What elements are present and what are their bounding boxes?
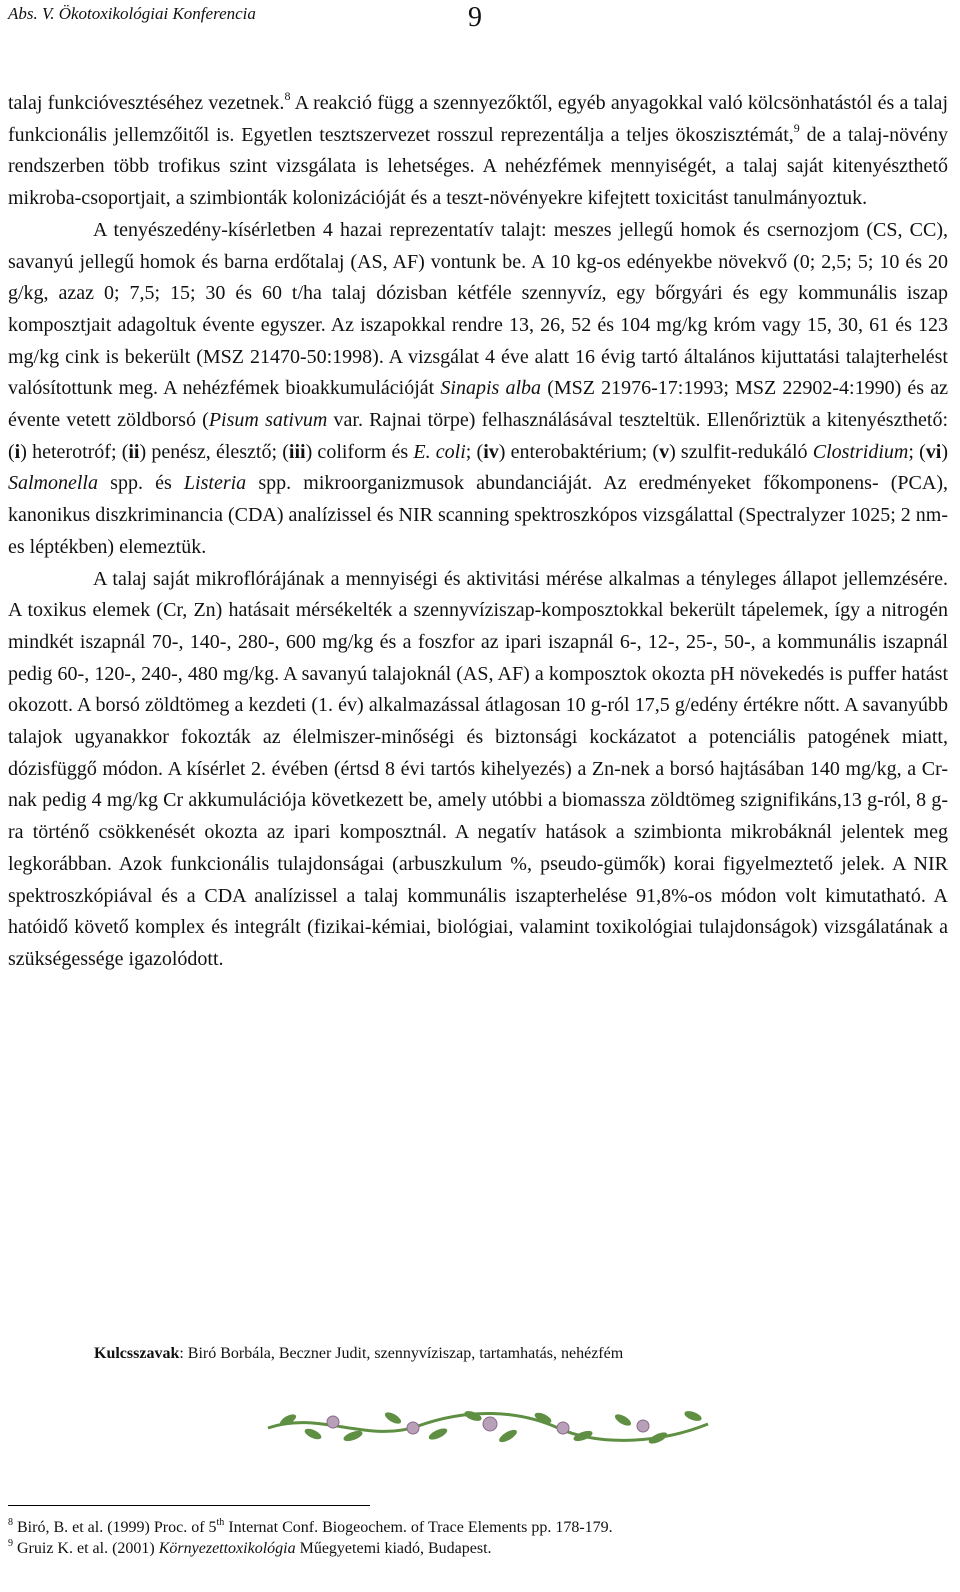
p2-text: A tenyészedény-kísérletben 4 hazai reprezentatív talajt: meszes jellegű homok és csernozjom (CS, CC), savanyú jellegű homok és barna erdőtalaj (AS, AF) vontunk be. A 10 kg-os edényekbe növekvő (0; 2,5; 5; 10 és 20 g/kg, azaz 0; 7,5; 15; 30 és 60 t/ha talaj dózisban kétféle szennyvíz, egy bőrgyári és egy kommunális iszap komposztjait adagoltuk évente egyszer. Az iszapokkal rendre 13, 26, 52 és 104 mg/kg króm vagy 15, 30, 61 és 123 mg/kg cink is bekerült (MSZ 21470-50:1998). A vizsgálat 4 éve alatt 16 évig tartó általános kijuttatási talajterhelést valósítottunk meg. A nehézfémek bioakkumulációját xyxy=(8,218,948,400)
page-number: 9 xyxy=(468,2,482,33)
p2-text: ) enterobaktérium; ( xyxy=(498,440,660,463)
species-ecoli: E. coli xyxy=(413,440,466,463)
species-pisum: Pisum sativum xyxy=(208,409,328,432)
p2-text: ) xyxy=(941,440,948,463)
p2-text: var. Rajnai törpe) felhasználásával teszteltük. Ellenőriztük a kitenyészthető: ( xyxy=(8,409,948,463)
list-numeral: ii xyxy=(128,440,140,463)
paragraph-3: A talaj saját mikroflórájának a mennyiségi és aktivitási mérése alkalmas a tényleges állapot jellemzésére. A toxikus elemek (Cr, Zn) hatásait mérsékelték a szennyvíziszap-komposztokkal bekerült tápelemek, így a nitrogén mindkét iszapnál 70-, 140-, 280-, 600 mg/kg és a foszfor az ipari iszapnál 6-, 12-, 25-, 50-, a kommunális iszapnál pedig 60-, 120-, 240-, 480 mg/kg. A savanyú talajoknál (AS, AF) a komposztok okozta pH növekedés is puffer hatást okozott. A borsó zöldtömeg a kezdeti (1. év) alkalmazással átlagosan 10 g-ról 17,5 g/edény értékre nőtt. A savanyúbb talajok ugyanakkor fokozták az élelmiszer-minőségi és biztonsági kockázatot a potenciális patogének miatt, dózisfüggő módon. A kísérlet 2. évében (értsd 8 évi tartós kihelyezés) a Zn-nek a borsó hajtásában 140 mg/kg, a Cr-nak pedig 4 mg/kg Cr akkumulációja következett be, amely utóbbi a biomassza zöldtömeg szignifikáns,13 g-ról, 8 g-ra történő csökkenését okozta az ipari komposztnál. A negatív hatások a szimbionta mikrobáknál jelentek meg legkorábban. Azok funkcionális tulajdonságai (arbuszkulum %, pseudo-gümők) korai figyelmeztető jelek. A NIR spektroszkópiával és a CDA analízissel a talaj kommunális iszapterhelése 91,8%-os módon volt kimutatható. A hatóidő követő komplex és integrált (fizikai-kémiai, biológiai, valamint toxikológiai tulajdonságok) vizsgálatának a szükségessége igazolódott. xyxy=(8,567,948,970)
list-numeral: iii xyxy=(288,440,306,463)
list-numeral: i xyxy=(14,440,21,463)
p2-text: ) penész, élesztő; ( xyxy=(139,440,289,463)
paragraph-2 xyxy=(8,215,948,564)
list-numeral: iv xyxy=(483,440,499,463)
footnote-book-title: Környezettoxikológia xyxy=(158,1540,296,1557)
p2-text: ) szulfit-redukáló xyxy=(669,440,813,463)
paragraph-1 xyxy=(8,88,948,215)
running-header: Abs. V. Ökotoxikológiai Konferencia xyxy=(8,4,256,23)
footnote-ref-8[interactable]: 8 xyxy=(284,89,291,103)
species-salmonella: Salmonella xyxy=(8,472,98,495)
keywords-line xyxy=(94,1345,623,1363)
footnote-text: Gruiz K. et al. (2001) xyxy=(13,1540,159,1557)
footnote-text: Biró, B. et al. (1999) Proc. of 5 xyxy=(13,1519,217,1536)
footnote-separator xyxy=(8,1505,370,1506)
species-sinapis: Sinapis alba xyxy=(440,377,542,400)
p1-text-b: A reakció függ a szennyezőktől, egyéb anyagokkal való kölcsönhatástól és a talaj funkcionális jellemzőitől is. Egyetlen tesztszervezet rosszul reprezentálja a teljes ökoszisztémát, xyxy=(8,92,948,146)
p1-text-a: talaj funkcióvesztéséhez vezetnek. xyxy=(8,92,285,114)
p2-text: ; ( xyxy=(465,440,484,463)
p2-text: ) heterotróf; ( xyxy=(20,440,129,463)
p2-text: ) coliform és xyxy=(305,440,414,463)
p2-text: (MSZ 21976-17:1993; MSZ 22902-4:1990) és az évente vetett zöldborsó ( xyxy=(8,377,949,432)
footnote-ordinal-suffix: th xyxy=(216,1517,225,1528)
abstract-body xyxy=(8,88,948,976)
p2-text: ; ( xyxy=(908,440,926,463)
footnote-text: Internat Conf. Biogeochem. of Trace Elements pp. 178-179. xyxy=(224,1519,613,1536)
floral-vine-ornament-icon xyxy=(258,1398,718,1454)
keywords-text: : Biró Borbála, Beczner Judit, szennyvíziszap, tartamhatás, nehézfém xyxy=(179,1345,624,1362)
list-numeral: vi xyxy=(925,440,942,463)
list-numeral: v xyxy=(659,440,670,463)
footnote-8 xyxy=(8,1517,613,1538)
footnotes xyxy=(8,1517,613,1559)
footnote-9 xyxy=(8,1538,613,1559)
species-clostridium: Clostridium xyxy=(812,440,909,463)
p2-text: spp. és xyxy=(98,472,184,495)
p2-text: spp. mikroorganizmusok abundanciáját. Az eredményeket főkomponens- (PCA), kanonikus diszkriminancia (CDA) analízissel és NIR scanning spektroszkópos vizsgálattal (Spectralyzer 1025; 2 nm-es léptékben) elemeztük. xyxy=(8,472,948,558)
p1-text-c: de a talaj-növény rendszerben több trofikus szint vizsgálata is lehetséges. A nehézfémek mennyiségét, a talaj saját kitenyészthető mikroba-csoportjait, a szimbionták kolonizációját és a teszt-növényekre kifejtett toxicitást tanulmányoztuk. xyxy=(8,123,948,210)
footnote-text: Műegyetemi kiadó, Budapest. xyxy=(295,1540,492,1557)
footnote-number: 8 xyxy=(8,1517,13,1528)
footnote-number: 9 xyxy=(8,1538,13,1549)
keywords-label: Kulcsszavak xyxy=(94,1345,180,1362)
footnote-ref-9[interactable]: 9 xyxy=(793,120,800,135)
species-listeria: Listeria xyxy=(183,472,247,495)
